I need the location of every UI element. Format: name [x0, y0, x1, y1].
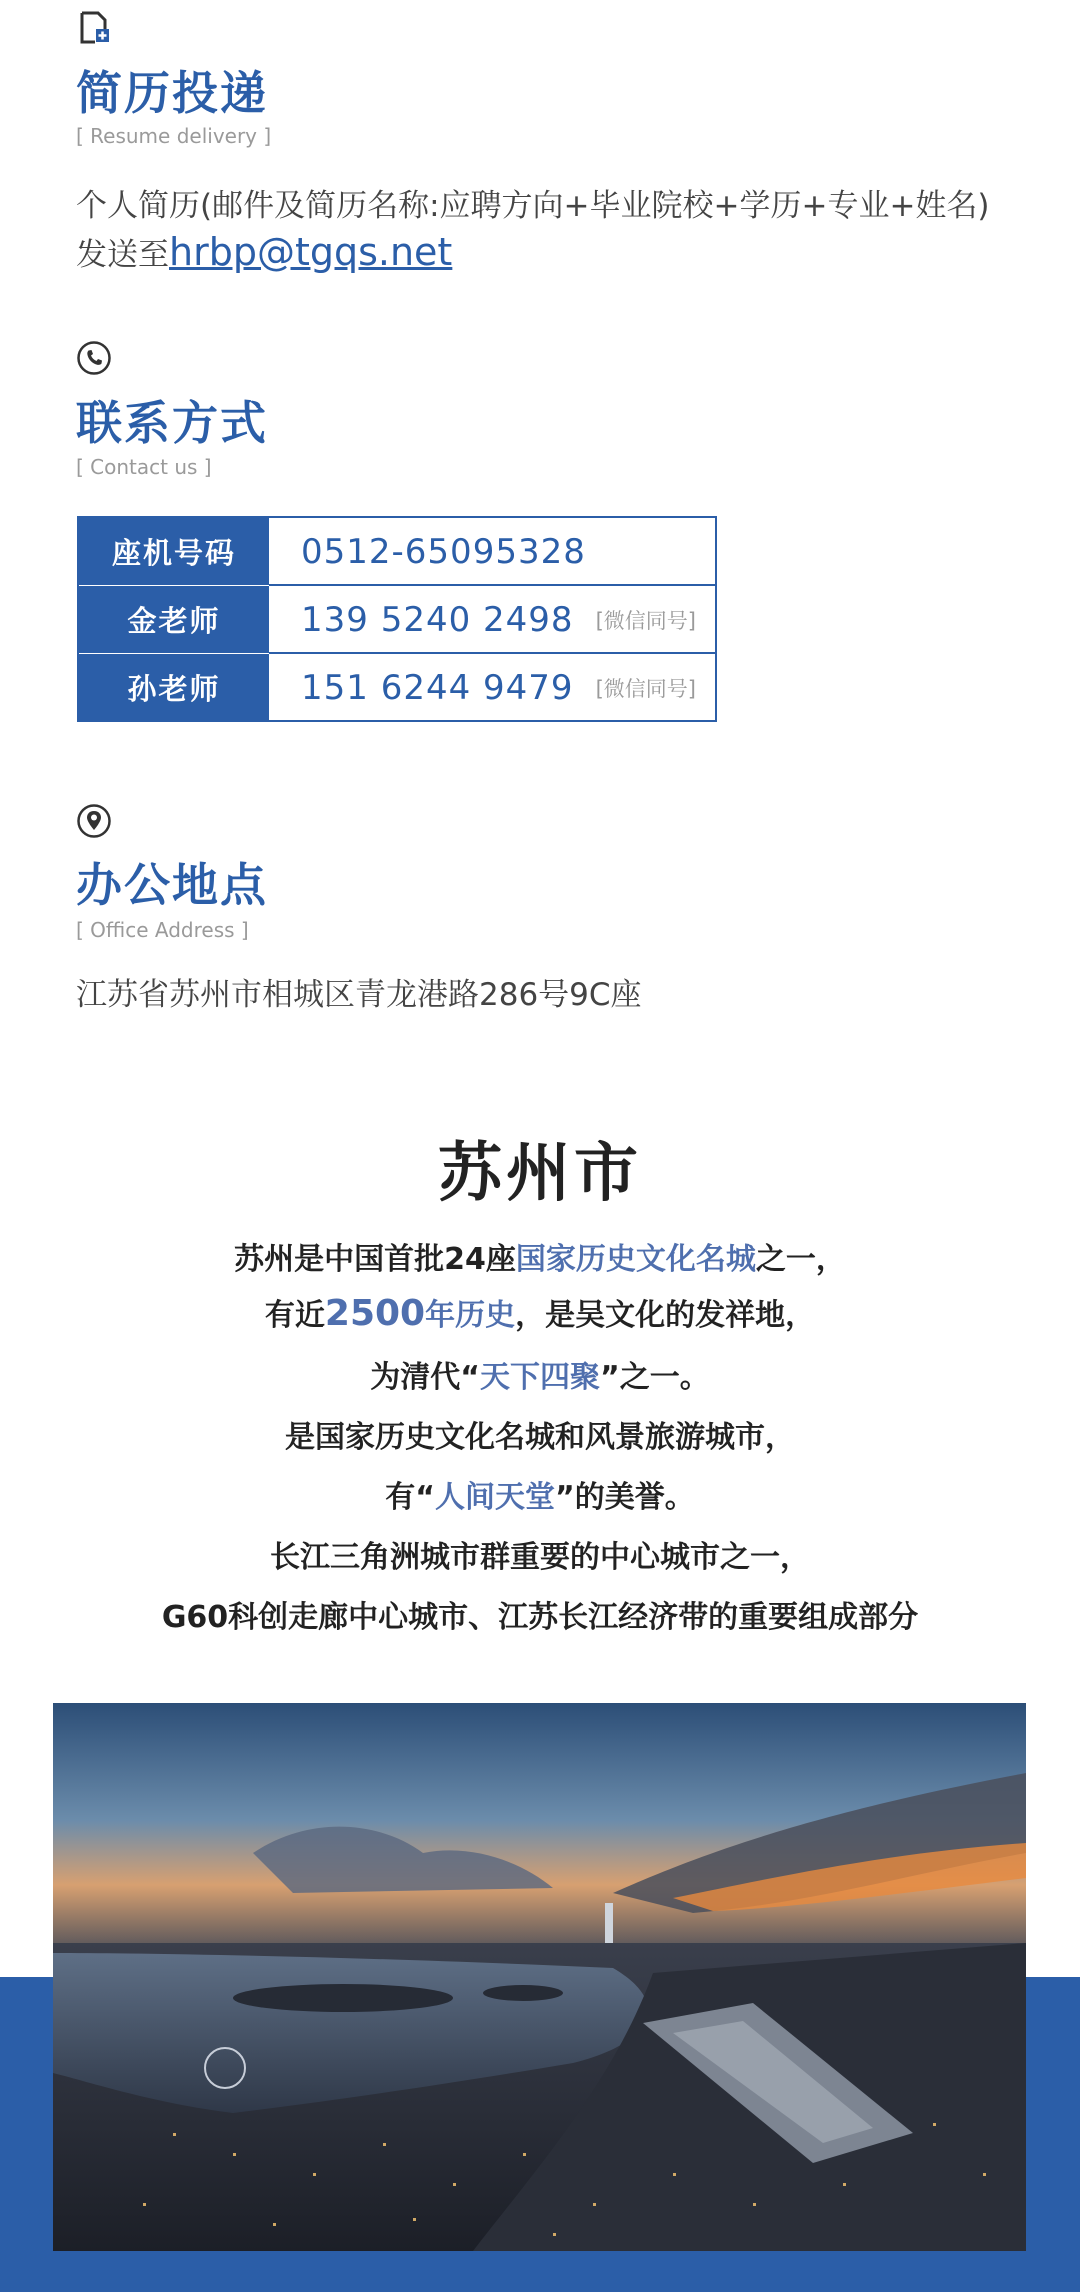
- email-link[interactable]: hrbp@tgqs.net: [169, 230, 453, 274]
- office-address: 江苏省苏州市相城区青龙港路286号9C座: [76, 977, 642, 1013]
- city-line: 长江三角洲城市群重要的中心城市之一，: [270, 1540, 810, 1575]
- city-line: G60科创走廊中心城市、江苏长江经济带的重要组成部分: [161, 1600, 919, 1635]
- contact-row: [79, 586, 715, 653]
- resume-line: 个人简历(邮件及简历名称:应聘方向+毕业院校+学历+专业+姓名): [76, 188, 990, 224]
- city-line: 有近2500年历史，是吴文化的发祥地，: [264, 1293, 816, 1334]
- document-add-icon: [76, 10, 112, 46]
- phone-number[interactable]: 151 6244 9479: [301, 667, 574, 708]
- city-line: 有“人间天堂”的美誉。: [385, 1480, 695, 1515]
- city-title: 苏州市: [438, 1137, 642, 1211]
- wechat-note: [微信同号]: [595, 608, 696, 633]
- resume-title: 简历投递: [76, 66, 268, 120]
- wechat-note: [微信同号]: [595, 676, 696, 701]
- contact-row: [79, 654, 715, 721]
- city-line: 是国家历史文化名城和风景旅游城市，: [285, 1420, 795, 1455]
- contact-row: [79, 518, 715, 585]
- resume-subtitle: [ Resume delivery ]: [76, 124, 272, 148]
- landline-number[interactable]: 0512-65095328: [301, 531, 586, 572]
- resume-send-line: [76, 229, 990, 278]
- send-prefix: 发送至: [76, 237, 169, 273]
- contact-label: 孙老师: [79, 654, 269, 721]
- office-subtitle: [ Office Address ]: [76, 918, 249, 942]
- location-pin-icon: [76, 803, 112, 839]
- city-skyline-photo: [53, 1703, 1026, 2251]
- contact-table: [77, 516, 717, 722]
- city-line: 为清代“天下四聚”之一。: [370, 1360, 710, 1395]
- office-title: 办公地点: [76, 858, 268, 912]
- contact-label: 金老师: [79, 586, 269, 653]
- phone-icon: [76, 340, 112, 376]
- resume-instructions: [76, 183, 990, 278]
- contact-subtitle: [ Contact us ]: [76, 455, 212, 479]
- contact-title: 联系方式: [76, 396, 268, 450]
- phone-number[interactable]: 139 5240 2498: [301, 599, 574, 640]
- contact-label: 座机号码: [79, 518, 269, 585]
- city-line: 苏州是中国首批24座国家历史文化名城之一，: [234, 1242, 846, 1277]
